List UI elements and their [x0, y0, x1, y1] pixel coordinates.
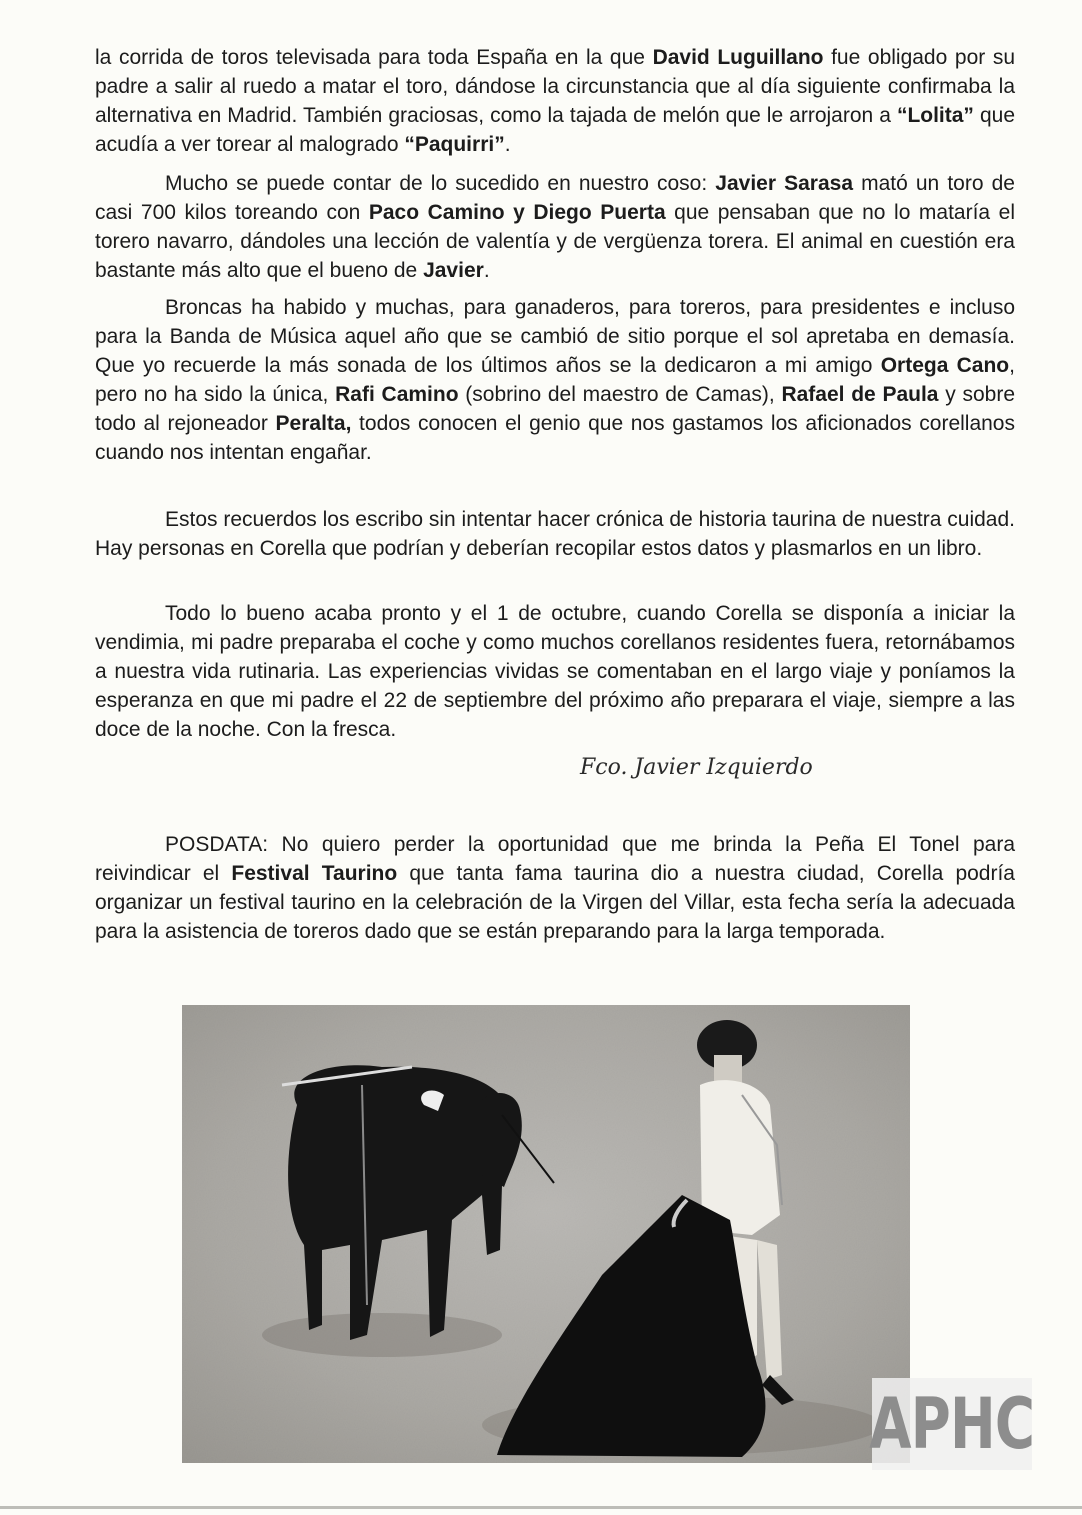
text-run: todos conocen el genio que nos gastamos los aficionados corellanos cuando nos intentan engañar. [95, 411, 1015, 464]
text-run: Todo lo bueno acaba pronto y el 1 de octubre, cuando Corella se disponía a iniciar la vendimia, mi padre preparaba el coche y como muchos corellanos residentes fuera, retornábamos a nuestra vida rutinaria. Las experiencias vividas se comentaban en el largo viaje y poníamos la esperanza en que mi padre el 22 de septiembre del próximo año preparara el viaje, siempre a las doce de la noche. Con la fresca. [95, 602, 1015, 741]
paragraph-sarasa [95, 170, 1015, 286]
text-run: , pero no ha sido la única, [95, 353, 1015, 406]
paragraph-recuerdos [95, 506, 1015, 564]
text-run: Estos recuerdos los escribo sin intentar hacer crónica de historia taurina de nuestra cuidad. Hay personas en Corella que podrían y deberían recopilar estos datos y plasmarlos en un libro. [95, 508, 1015, 560]
page-bottom-rule [0, 1506, 1082, 1509]
bold-name: David Luguillano [652, 46, 824, 69]
text-run: Broncas ha habido y muchas, para ganaderos, para toreros, para presidentes e incluso para la Banda de Música aquel año que se cambió de sitio porque el sol apretaba en demasía. Que yo recuerde la más sonada de los últimos años se la dedicaron a mi amigo [95, 296, 1015, 377]
bullfight-photo [182, 1005, 910, 1463]
paragraph-posdata [95, 831, 1015, 947]
bold-name: Festival Taurino [231, 861, 398, 885]
bold-name: Rafi Camino [335, 382, 459, 406]
bold-name: “Lolita” [896, 103, 974, 127]
paragraph-broncas [95, 294, 1015, 467]
text-run: que acudía a ver torear al malogrado [95, 103, 1016, 156]
bold-name: Javier [423, 258, 484, 282]
text-run: POSDATA: No quiero perder la oportunidad que me brinda la Peña El Tonel para reivindicar el [95, 833, 1015, 885]
text-run: . [504, 132, 511, 156]
text-run: mató un toro de casi 700 kilos toreando con [95, 172, 1015, 224]
text-run: y sobre todo al rejoneador [95, 382, 1015, 435]
author-signature: Fco. Javier Izquierdo [580, 755, 813, 780]
text-run: Mucho se puede contar de lo sucedido en nuestro coso: [165, 172, 716, 195]
paragraph-vendimia [95, 600, 1015, 745]
text-run: (sobrino del maestro de Camas), [458, 382, 782, 406]
aphc-watermark [869, 1378, 1035, 1470]
text-run: que pensaban que no lo mataría el torero navarro, dándoles una lección de valentía y de vergüenza torera. El animal en cuestión era bastante más alto que el bueno de [95, 200, 1015, 282]
bold-name: Rafael de Paula [781, 382, 939, 406]
text-run: fue obligado por su padre a salir al ruedo a matar el toro, dándose la circunstancia que al día siguiente confirmaba la alternativa en Madrid. También graciosas, como la tajada de melón que le arrojaron a [95, 46, 1016, 127]
text-run: que tanta fama taurina dio a nuestra ciudad, Corella podría organizar un festival taurino en la celebración de la Virgen del Villar, esta fecha sería la adecuada para la asistencia de toreros dado que se están preparando para la larga temporada. [95, 861, 1015, 943]
watermark-text: APHC [869, 1383, 1035, 1465]
bold-name: Paco Camino y Diego Puerta [368, 200, 666, 224]
text-run: . [483, 258, 490, 282]
bold-name: Peralta, [275, 411, 352, 435]
text-run: la corrida de toros televisada para toda España en la que [95, 46, 653, 69]
bold-name: “Paquirri” [404, 132, 505, 156]
bold-name: Ortega Cano [880, 353, 1010, 377]
paragraph-corrida [95, 44, 1015, 160]
bold-name: Javier Sarasa [715, 172, 853, 195]
